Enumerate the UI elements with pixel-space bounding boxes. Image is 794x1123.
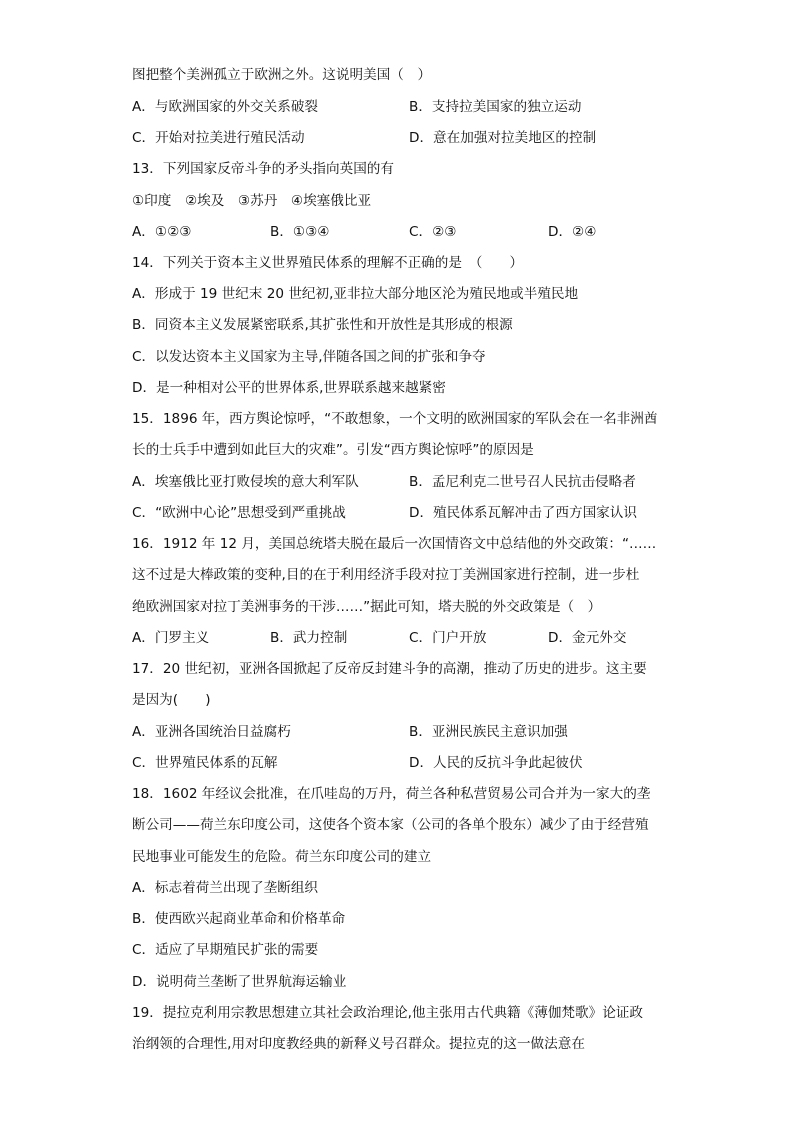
q15-option-a: A．埃塞俄比亚打败侵埃的意大利军队	[132, 474, 359, 490]
q13-option-c: C．②③	[409, 224, 457, 240]
q19-stem-line2: 治纲领的合理性,用对印度教经典的新释义号召群众。提拉克的这一做法意在	[132, 1036, 585, 1052]
q18-option-b: B．使西欧兴起商业革命和价格革命	[132, 911, 346, 927]
q13-option-d: D．②④	[548, 224, 597, 240]
q18-stem-line1: 18．1602 年经议会批准，在爪哇岛的万丹，荷兰各种私营贸易公司合并为一家大的垄	[132, 786, 651, 802]
q18-option-c: C．适应了早期殖民扩张的需要	[132, 942, 319, 958]
q13-option-b: B．①③④	[270, 224, 330, 240]
q18-stem-line3: 民地事业可能发生的危险。荷兰东印度公司的建立	[132, 849, 432, 865]
q14-option-c: C．以发达资本主义国家为主导,伴随各国之间的扩张和争夺	[132, 349, 486, 365]
q15-option-c: C．“欧洲中心论”思想受到严重挑战	[132, 505, 346, 521]
q12-option-a: A．与欧洲国家的外交关系破裂	[132, 99, 319, 115]
q14-stem: 14．下列关于资本主义世界殖民体系的理解不正确的是 （ ）	[132, 255, 524, 271]
q12-stem-continued: 图把整个美洲孤立于欧洲之外。这说明美国（ ）	[132, 67, 432, 83]
q16-stem-line2: 这不过是大棒政策的变种,目的在于利用经济手段对拉丁美洲国家进行控制，进一步杜	[132, 567, 640, 583]
q17-option-a: A．亚洲各国统治日益腐朽	[132, 724, 291, 740]
q17-option-b: B．亚洲民族民主意识加强	[409, 724, 568, 740]
q16-stem-line3: 绝欧洲国家对拉丁美洲事务的干涉……”据此可知，塔夫脱的外交政策是（ ）	[132, 599, 602, 615]
q16-option-a: A．门罗主义	[132, 630, 210, 646]
q18-stem-line2: 断公司——荷兰东印度公司，这使各个资本家（公司的各单个股东）减少了由于经营殖	[132, 817, 649, 833]
q15-stem-line2: 长的士兵手中遭到如此巨大的灾难”。引发“西方舆论惊呼”的原因是	[132, 442, 534, 458]
q16-option-d: D．金元外交	[548, 630, 627, 646]
q14-option-a: A．形成于 19 世纪末 20 世纪初,亚非拉大部分地区沦为殖民地或半殖民地	[132, 286, 579, 302]
q14-option-b: B．同资本主义发展紧密联系,其扩张性和开放性是其形成的根源	[132, 317, 513, 333]
q17-option-c: C．世界殖民体系的瓦解	[132, 755, 278, 771]
q18-option-a: A．标志着荷兰出现了垄断组织	[132, 880, 319, 896]
q16-stem-line1: 16．1912 年 12 月，美国总统塔夫脱在最后一次国情咨文中总结他的外交政策：“……	[132, 536, 657, 552]
q16-option-b: B．武力控制	[270, 630, 348, 646]
q12-option-c: C．开始对拉美进行殖民活动	[132, 130, 305, 146]
q15-stem-line1: 15．1896 年，西方舆论惊呼，“不敢想象，一个文明的欧洲国家的军队会在一名非洲酋	[132, 411, 658, 427]
q18-option-d: D．说明荷兰垄断了世界航海运输业	[132, 974, 347, 990]
q14-option-d: D．是一种相对公平的世界体系,世界联系越来越紧密	[132, 380, 446, 396]
q16-option-c: C．门户开放	[409, 630, 487, 646]
q15-option-d: D．殖民体系瓦解冲击了西方国家认识	[409, 505, 637, 521]
q12-option-d: D．意在加强对拉美地区的控制	[409, 130, 597, 146]
q12-option-b: B．支持拉美国家的独立运动	[409, 99, 582, 115]
q17-option-d: D．人民的反抗斗争此起彼伏	[409, 755, 583, 771]
q17-stem-line2: 是因为( )	[132, 692, 211, 708]
q17-stem-line1: 17．20 世纪初，亚洲各国掀起了反帝反封建斗争的高潮，推动了历史的进步。这主要	[132, 661, 647, 677]
q13-option-a: A．①②③	[132, 224, 192, 240]
q15-option-b: B．孟尼利克二世号召人民抗击侵略者	[409, 474, 636, 490]
q19-stem-line1: 19．提拉克利用宗教思想建立其社会政治理论,他主张用古代典籍《薄伽梵歌》论证政	[132, 1005, 643, 1021]
q13-items: ①印度 ②埃及 ③苏丹 ④埃塞俄比亚	[132, 193, 372, 209]
q13-stem: 13．下列国家反帝斗争的矛头指向英国的有	[132, 161, 394, 177]
